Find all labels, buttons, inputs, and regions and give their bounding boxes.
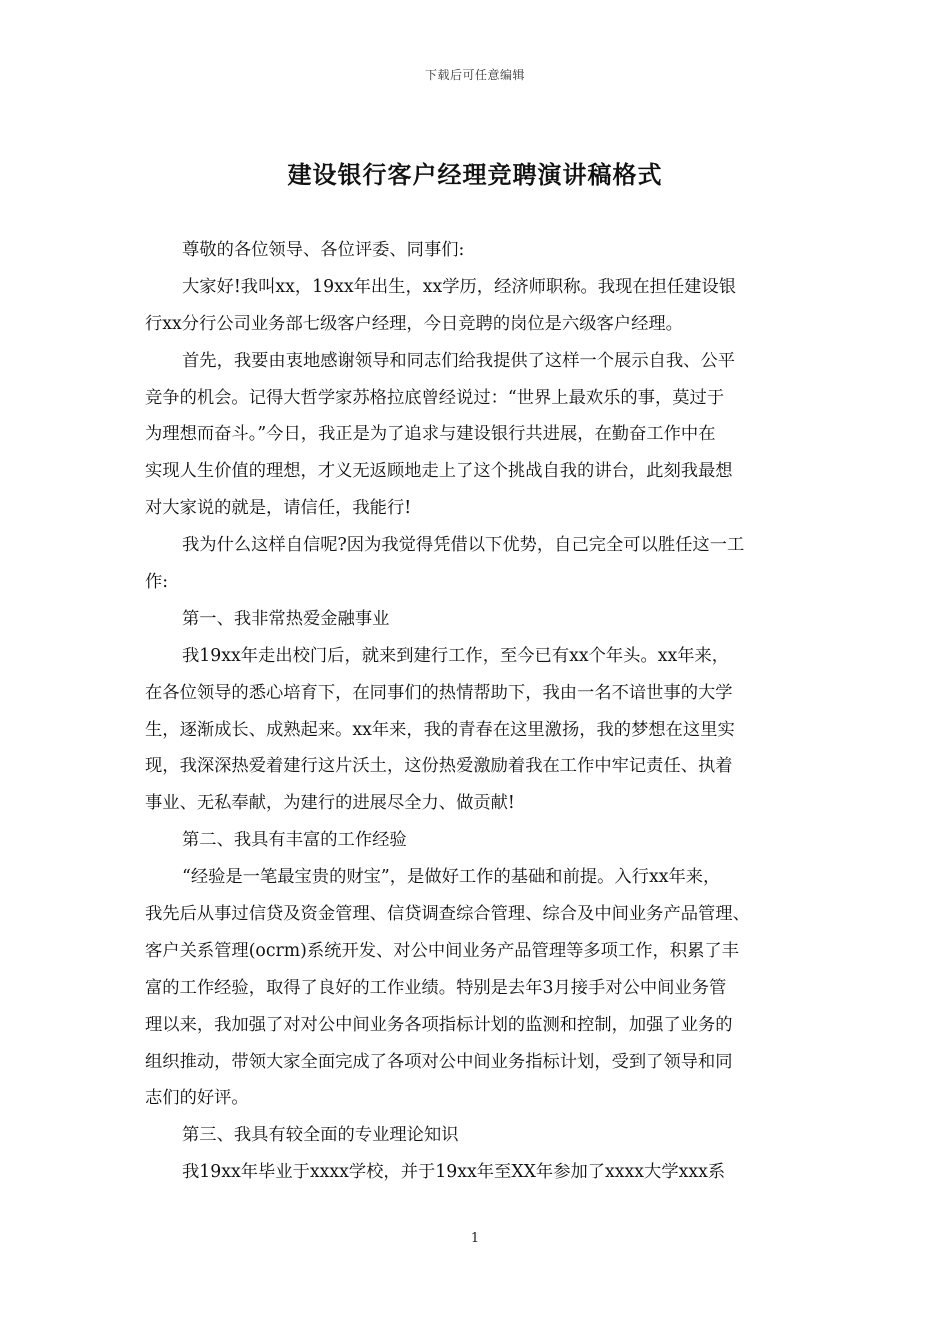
text-line: 对大家说的就是，请信任，我能行! (145, 498, 412, 519)
text-line: 第一、我非常热爱金融事业 (182, 608, 390, 629)
text-line: 组织推动，带领大家全面完成了各项对公中间业务指标计划，受到了领导和同 (145, 1051, 733, 1072)
text-line: 志们的好评。 (145, 1088, 249, 1109)
text-line: 生，逐渐成长、成熟起来。xx年来，我的青春在这里激扬，我的梦想在这里实 (145, 719, 735, 740)
text-line: 我为什么这样自信呢?因为我觉得凭借以下优势，自己完全可以胜任这一工 (182, 535, 745, 556)
text-line: 为理想而奋斗。”今日，我正是为了追求与建设银行共进展，在勤奋工作中在 (145, 424, 716, 445)
text-line: 大家好!我叫xx，19xx年出生，xx学历，经济师职称。我现在担任建设银 (182, 276, 737, 297)
text-line: 首先，我要由衷地感谢领导和同志们给我提供了这样一个展示自我、公平 (182, 350, 736, 371)
text-line: 现，我深深热爱着建行这片沃土，这份热爱激励着我在工作中牢记责任、执着 (145, 756, 733, 777)
document-title: 建设银行客户经理竞聘演讲稿格式 (287, 160, 663, 189)
text-line: 理以来，我加强了对对公中间业务各项指标计划的监测和控制，加强了业务的 (145, 1014, 733, 1035)
text-line: 尊敬的各位领导、各位评委、同事们: (182, 240, 465, 260)
text-line: 富的工作经验，取得了良好的工作业绩。特别是去年3月接手对公中间业务管 (145, 977, 727, 998)
page-header: 下载后可任意编辑 (424, 68, 525, 82)
text-line: 我19xx年毕业于xxxx学校，并于19xx年至XX年参加了xxxx大学xxx系 (182, 1162, 726, 1183)
text-line: 作: (145, 572, 169, 593)
text-line: 竞争的机会。记得大哲学家苏格拉底曾经说过：“世界上最欢乐的事，莫过于 (145, 387, 725, 408)
text-line: 我先后从事过信贷及资金管理、信贷调查综合管理、综合及中间业务产品管理、 (145, 904, 750, 925)
text-line: 在各位领导的悉心培育下，在同事们的热情帮助下，我由一名不谙世事的大学 (145, 682, 733, 703)
text-line: 第三、我具有较全面的专业理论知识 (182, 1125, 459, 1146)
text-line: 客户关系管理(ocrm)系统开发、对公中间业务产品管理等多项工作，积累了丰 (145, 940, 739, 961)
text-line: “经验是一笔最宝贵的财宝”，是做好工作的基础和前提。入行xx年来， (182, 867, 721, 888)
page-number: 1 (470, 1231, 480, 1246)
text-line: 行xx分行公司业务部七级客户经理，今日竞聘的岗位是六级客户经理。 (145, 313, 683, 334)
text-line: 实现人生价值的理想，才义无返顾地走上了这个挑战自我的讲台，此刻我最想 (145, 461, 733, 482)
text-line: 第二、我具有丰富的工作经验 (182, 830, 407, 851)
document-body (145, 232, 807, 1191)
text-line: 事业、无私奉献，为建行的进展尽全力、做贡献! (145, 793, 515, 814)
text-line: 我19xx年走出校门后，就来到建行工作，至今已有xx个年头。xx年来， (182, 645, 730, 666)
